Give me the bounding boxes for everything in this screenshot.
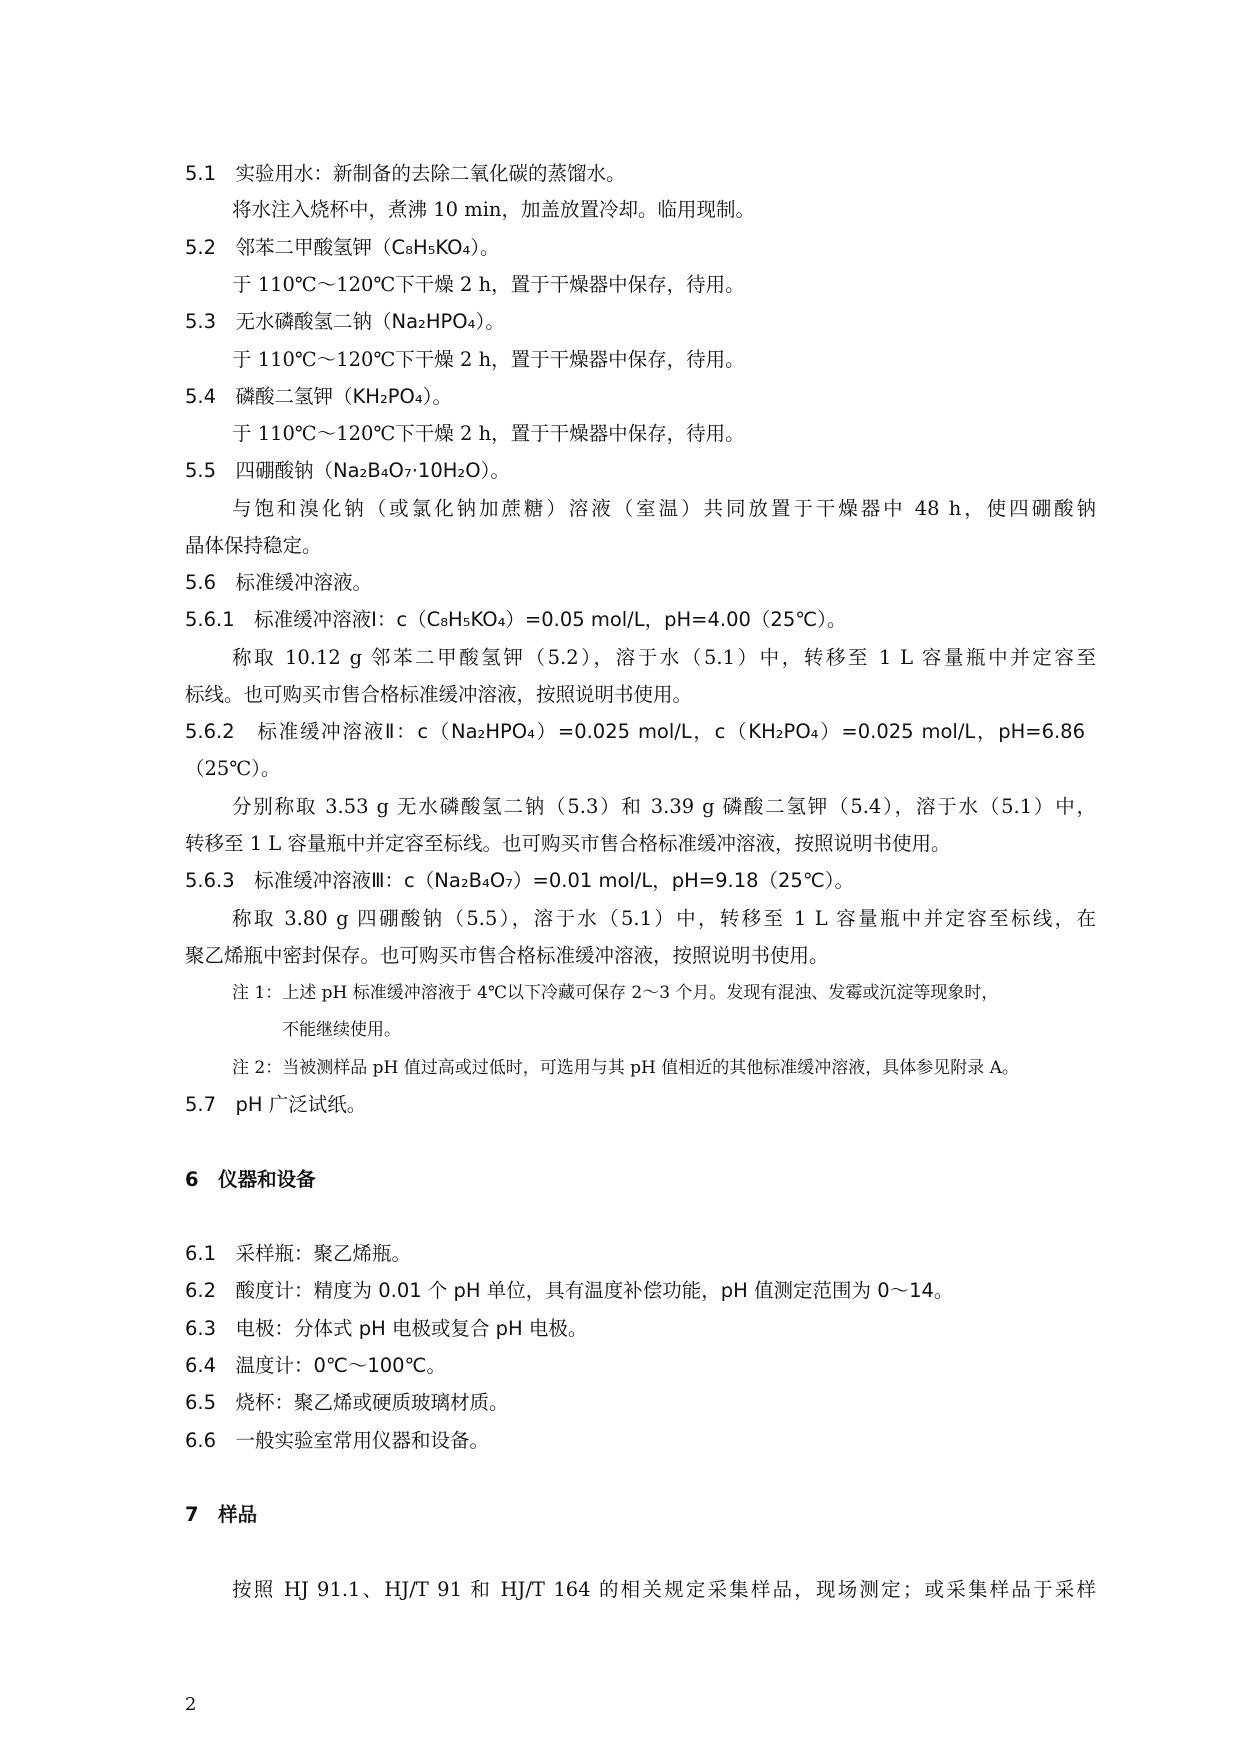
paragraph-line: （25℃）。 <box>185 757 281 780</box>
paragraph-line: 于 110℃～120℃下干燥 2 h，置于干燥器中保存，待用。 <box>232 348 745 371</box>
page-number: 2 <box>185 1694 197 1715</box>
paragraph-line: 与饱和溴化钠（或氯化钠加蔗糖）溶液（室温）共同放置于干燥器中 48 h，使四硼酸钠 <box>232 497 1096 520</box>
note-2: 注 2：当被测样品 pH 值过高或过低时，可选用与其 pH 值相近的其他标准缓冲溶液，具体参见附录 A。 <box>232 1058 1019 1078</box>
item-5-5: 5.5 四硼酸钠（Na₂B₄O₇·10H₂O）。 <box>185 459 510 482</box>
paragraph-line: 于 110℃～120℃下干燥 2 h，置于干燥器中保存，待用。 <box>232 273 745 296</box>
item-6-2: 6.2 酸度计：精度为 0.01 个 pH 单位，具有温度补偿功能，pH 值测定范围为 0～14。 <box>185 1279 954 1302</box>
section-heading-6: 6 仪器和设备 <box>185 1168 316 1191</box>
item-5-3: 5.3 无水磷酸氢二钠（Na₂HPO₄）。 <box>185 310 505 333</box>
paragraph-line: 将水注入烧杯中，煮沸 10 min，加盖放置冷却。临用现制。 <box>232 198 755 221</box>
item-6-1: 6.1 采样瓶：聚乙烯瓶。 <box>185 1242 412 1265</box>
item-5-6-1: 5.6.1 标准缓冲溶液Ⅰ：c（C₈H₅KO₄）=0.05 mol/L，pH=4.00（25℃）。 <box>185 608 847 631</box>
item-6-3: 6.3 电极：分体式 pH 电极或复合 pH 电极。 <box>185 1317 588 1340</box>
paragraph-line: 按照 HJ 91.1、HJ/T 91 和 HJ/T 164 的相关规定采集样品，现场测定；或采集样品于采样 <box>232 1578 1096 1601</box>
paragraph-line: 于 110℃～120℃下干燥 2 h，置于干燥器中保存，待用。 <box>232 422 745 445</box>
item-6-5: 6.5 烧杯：聚乙烯或硬质玻璃材质。 <box>185 1391 509 1414</box>
item-5-6-3: 5.6.3 标准缓冲溶液Ⅲ：c（Na₂B₄O₇）=0.01 mol/L，pH=9.18（25℃）。 <box>185 869 854 892</box>
item-5-6-2: 5.6.2 标准缓冲溶液Ⅱ：c（Na₂HPO₄）=0.025 mol/L，c（KH₂PO₄）=0.025 mol/L，pH=6.86 <box>185 720 1085 743</box>
note-1-continued: 不能继续使用。 <box>282 1020 401 1040</box>
note-1: 注 1：上述 pH 标准缓冲溶液于 4℃以下冷藏可保存 2～3 个月。发现有混浊、发霉或沉淀等现象时， <box>232 983 999 1003</box>
paragraph-line: 称取 3.80 g 四硼酸钠（5.5），溶于水（5.1）中，转移至 1 L 容量瓶中并定容至标线，在 <box>232 907 1096 930</box>
item-5-6: 5.6 标准缓冲溶液。 <box>185 571 373 594</box>
item-6-4: 6.4 温度计：0℃～100℃。 <box>185 1354 446 1377</box>
paragraph-line: 晶体保持稳定。 <box>185 534 322 557</box>
section-heading-7: 7 样品 <box>185 1503 258 1526</box>
item-5-1: 5.1 实验用水：新制备的去除二氧化碳的蒸馏水。 <box>185 162 626 185</box>
paragraph-line: 聚乙烯瓶中密封保存。也可购买市售合格标准缓冲溶液，按照说明书使用。 <box>185 944 829 967</box>
item-6-6: 6.6 一般实验室常用仪器和设备。 <box>185 1429 490 1452</box>
item-5-7: 5.7 pH 广泛试纸。 <box>185 1093 367 1116</box>
paragraph-line: 分别称取 3.53 g 无水磷酸氢二钠（5.3）和 3.39 g 磷酸二氢钾（5.4），溶于水（5.1）中， <box>232 795 1096 818</box>
item-5-2: 5.2 邻苯二甲酸氢钾（C₈H₅KO₄）。 <box>185 236 500 259</box>
item-5-4: 5.4 磷酸二氢钾（KH₂PO₄）。 <box>185 385 452 408</box>
paragraph-line: 称取 10.12 g 邻苯二甲酸氢钾（5.2），溶于水（5.1）中，转移至 1 L 容量瓶中并定容至 <box>232 646 1096 669</box>
paragraph-line: 标线。也可购买市售合格标准缓冲溶液，按照说明书使用。 <box>185 683 693 706</box>
paragraph-line: 转移至 1 L 容量瓶中并定容至标线。也可购买市售合格标准缓冲溶液，按照说明书使用。 <box>185 832 951 855</box>
